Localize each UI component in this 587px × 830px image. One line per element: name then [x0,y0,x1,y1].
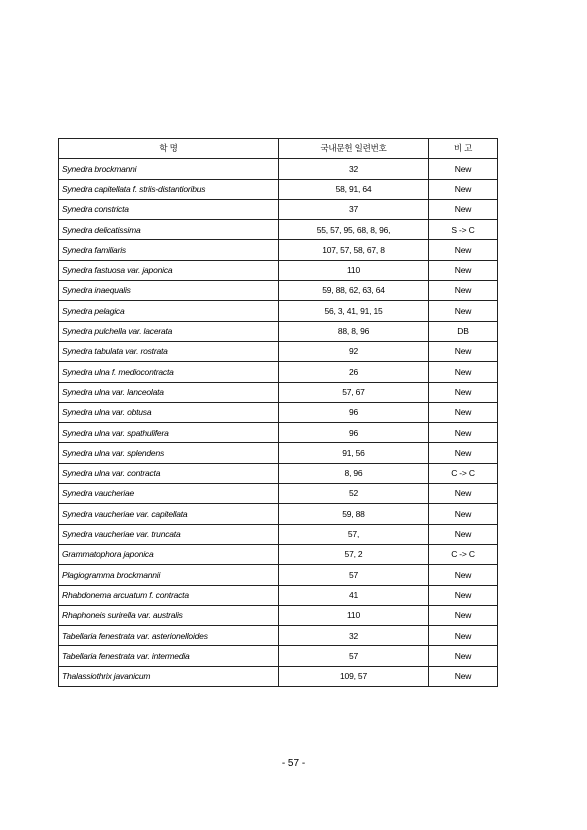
species-name-cell: Synedra ulna var. spathulifera [59,423,279,443]
reference-numbers-cell: 91, 56 [279,443,429,463]
remarks-cell: C -> C [429,463,498,483]
table-header-row [59,139,498,159]
reference-numbers-cell: 55, 57, 95, 68, 8, 96, [279,220,429,240]
table-row [59,524,498,544]
reference-numbers-cell: 52 [279,484,429,504]
table-body [59,159,498,687]
table-row [59,666,498,686]
table-row [59,504,498,524]
remarks-cell: New [429,362,498,382]
table-row [59,626,498,646]
page-number: - 57 - [281,758,306,769]
species-name-cell: Synedra inaequalis [59,281,279,301]
table-row [59,423,498,443]
table-row [59,281,498,301]
species-name-cell: Synedra ulna var. contracta [59,463,279,483]
species-name-cell: Synedra fastuosa var. japonica [59,260,279,280]
table-row [59,199,498,219]
species-name-cell: Synedra ulna var. obtusa [59,402,279,422]
reference-numbers-cell: 56, 3, 41, 91, 15 [279,301,429,321]
species-table [58,138,498,687]
remarks-cell: New [429,524,498,544]
remarks-cell: New [429,179,498,199]
reference-numbers-cell: 107, 57, 58, 67, 8 [279,240,429,260]
table-row [59,341,498,361]
remarks-cell: New [429,443,498,463]
header-remarks: 비 고 [429,139,498,159]
reference-numbers-cell: 26 [279,362,429,382]
reference-numbers-cell: 59, 88, 62, 63, 64 [279,281,429,301]
reference-numbers-cell: 92 [279,341,429,361]
species-name-cell: Rhaphoneis surirella var. australis [59,605,279,625]
remarks-cell: New [429,281,498,301]
remarks-cell: New [429,341,498,361]
remarks-cell: New [429,626,498,646]
table-row [59,544,498,564]
table-row [59,321,498,341]
table-row [59,463,498,483]
reference-numbers-cell: 57 [279,646,429,666]
table-row [59,159,498,179]
species-name-cell: Plagiogramma brockmannii [59,565,279,585]
reference-numbers-cell: 96 [279,423,429,443]
reference-numbers-cell: 110 [279,605,429,625]
table-row [59,585,498,605]
remarks-cell: New [429,565,498,585]
species-name-cell: Synedra ulna var. lanceolata [59,382,279,402]
remarks-cell: New [429,423,498,443]
reference-numbers-cell: 41 [279,585,429,605]
species-name-cell: Synedra brockmanni [59,159,279,179]
remarks-cell: New [429,666,498,686]
reference-numbers-cell: 57, 67 [279,382,429,402]
species-name-cell: Synedra constricta [59,199,279,219]
species-name-cell: Synedra vaucheriae var. truncata [59,524,279,544]
remarks-cell: New [429,646,498,666]
remarks-cell: New [429,260,498,280]
species-name-cell: Synedra pelagica [59,301,279,321]
remarks-cell: New [429,240,498,260]
species-name-cell: Synedra tabulata var. rostrata [59,341,279,361]
reference-numbers-cell: 32 [279,159,429,179]
species-name-cell: Grammatophora japonica [59,544,279,564]
remarks-cell: New [429,504,498,524]
reference-numbers-cell: 109, 57 [279,666,429,686]
table-row [59,260,498,280]
remarks-cell: S -> C [429,220,498,240]
table-row [59,605,498,625]
table-row [59,443,498,463]
reference-numbers-cell: 57, [279,524,429,544]
remarks-cell: New [429,484,498,504]
remarks-cell: New [429,199,498,219]
table-row [59,402,498,422]
reference-numbers-cell: 110 [279,260,429,280]
reference-numbers-cell: 37 [279,199,429,219]
reference-numbers-cell: 57 [279,565,429,585]
remarks-cell: New [429,382,498,402]
species-name-cell: Synedra delicatissima [59,220,279,240]
reference-numbers-cell: 96 [279,402,429,422]
table-row [59,565,498,585]
species-name-cell: Synedra capitellata f. striis-distantioribus [59,179,279,199]
reference-numbers-cell: 88, 8, 96 [279,321,429,341]
species-name-cell: Thalassiothrix javanicum [59,666,279,686]
table-row [59,362,498,382]
table-row [59,220,498,240]
reference-numbers-cell: 8, 96 [279,463,429,483]
table-row [59,646,498,666]
species-name-cell: Synedra vaucheriae [59,484,279,504]
species-name-cell: Synedra familiaris [59,240,279,260]
species-name-cell: Rhabdonema arcuatum f. contracta [59,585,279,605]
species-name-cell: Synedra pulchella var. lacerata [59,321,279,341]
header-scientific-name: 학 명 [59,139,279,159]
reference-numbers-cell: 32 [279,626,429,646]
species-name-cell: Tabellaria fenestrata var. asterionelloides [59,626,279,646]
species-name-cell: Synedra ulna var. splendens [59,443,279,463]
table-row [59,301,498,321]
table-row [59,484,498,504]
remarks-cell: New [429,605,498,625]
reference-numbers-cell: 57, 2 [279,544,429,564]
remarks-cell: New [429,159,498,179]
species-name-cell: Synedra ulna f. mediocontracta [59,362,279,382]
remarks-cell: New [429,402,498,422]
table-row [59,179,498,199]
species-name-cell: Tabellaria fenestrata var. intermedia [59,646,279,666]
header-reference-numbers: 국내문헌 일련번호 [279,139,429,159]
remarks-cell: New [429,585,498,605]
species-name-cell: Synedra vaucheriae var. capitellata [59,504,279,524]
table-row [59,240,498,260]
remarks-cell: DB [429,321,498,341]
remarks-cell: C -> C [429,544,498,564]
reference-numbers-cell: 59, 88 [279,504,429,524]
reference-numbers-cell: 58, 91, 64 [279,179,429,199]
table-row [59,382,498,402]
remarks-cell: New [429,301,498,321]
